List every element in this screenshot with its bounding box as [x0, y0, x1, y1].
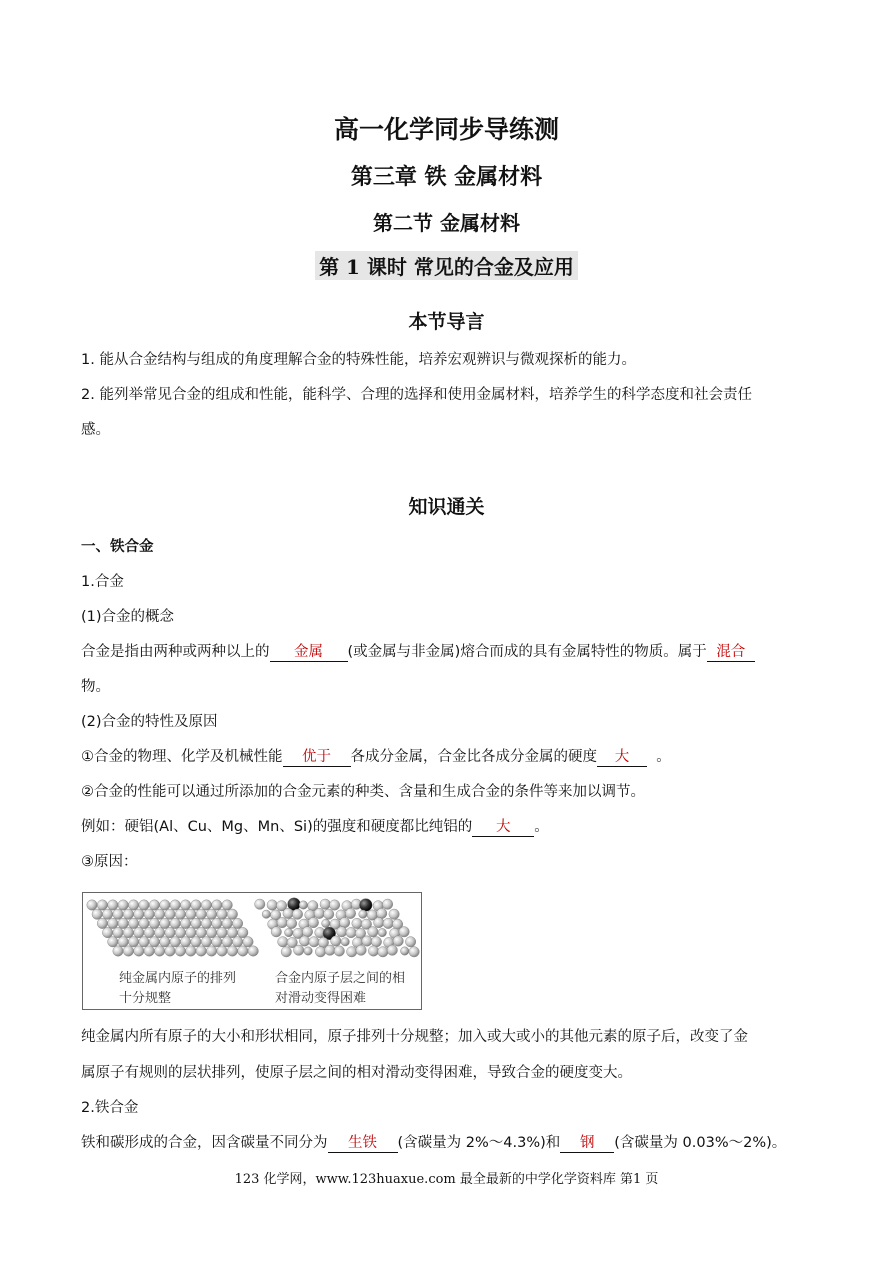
chapter-title: 第三章 铁 金属材料	[350, 164, 543, 190]
lesson-title: 第 1 课时 常见的合金及应用	[315, 251, 578, 280]
prop1-line	[81, 747, 813, 767]
iron-text-c: (含碳量为 0.03%～2%)。	[614, 1135, 787, 1151]
figure-caption-right-2: 对滑动变得困难	[275, 991, 367, 1006]
answer-blank-hardness: 大	[597, 748, 647, 767]
metal-atom	[277, 917, 287, 927]
alloy-small-atom	[401, 947, 409, 955]
metal-atom	[97, 918, 107, 928]
iron-text-a: 铁和碳形成的合金，因含碳量不同分为	[81, 1135, 328, 1151]
metal-atom	[389, 909, 399, 919]
answer-blank-mixture: 混合	[707, 643, 755, 662]
metal-atom	[134, 946, 144, 956]
metal-atom	[302, 927, 312, 937]
reason-label: ③原因：	[81, 854, 138, 870]
metal-atom	[227, 927, 237, 937]
iron-alloy-line	[81, 1133, 813, 1153]
metal-atom	[377, 908, 387, 918]
metal-atom	[186, 946, 196, 956]
atom-arrangement-figure	[82, 892, 422, 1010]
metal-atom	[212, 900, 222, 910]
metal-atom	[154, 946, 164, 956]
sub-heading-iron-alloy: 2.铁合金	[81, 1100, 139, 1116]
alloy-small-atom	[262, 910, 270, 918]
explain-line-2: 属原子有规则的层状排列，使原子层之间的相对滑动变得困难，导致合金的硬度变大。	[81, 1065, 632, 1081]
intro-item-1: 1. 能从合金结构与组成的角度理解合金的特殊性能，培养宏观辨识与微观探析的能力。	[81, 352, 636, 368]
metal-atom	[102, 927, 112, 937]
metal-atom	[165, 927, 175, 937]
document-title: 高一化学同步导练测	[333, 115, 559, 144]
metal-atom	[334, 946, 344, 956]
metal-atom	[339, 917, 349, 927]
metal-atom	[87, 900, 97, 910]
metal-atom	[170, 918, 180, 928]
answer-blank-duralumin: 大	[472, 818, 534, 837]
metal-atom	[337, 927, 347, 937]
alloy-small-atom	[322, 919, 330, 927]
metal-atom	[196, 927, 206, 937]
answer-blank-pig-iron: 生铁	[328, 1134, 398, 1153]
lesson-title-wrap	[0, 251, 893, 280]
metal-atom	[308, 917, 318, 927]
metal-atom	[222, 937, 232, 947]
metal-atom	[165, 909, 175, 919]
answer-blank-steel: 钢	[560, 1134, 614, 1153]
concept-line-cont: 物。	[81, 679, 110, 695]
figure-caption-left-2: 十分规整	[119, 991, 172, 1006]
metal-atom	[227, 909, 237, 919]
metal-atom	[368, 927, 378, 937]
metal-atom	[206, 927, 216, 937]
metal-atom	[128, 937, 138, 947]
metal-atom	[378, 947, 388, 957]
alloy-small-atom	[285, 928, 293, 936]
metal-atom	[123, 927, 133, 937]
metal-atom	[356, 945, 366, 955]
metal-atom	[113, 909, 123, 919]
metal-atom	[118, 918, 128, 928]
metal-atom	[201, 937, 211, 947]
metal-atom	[217, 946, 227, 956]
metal-atom	[108, 918, 118, 928]
metal-atom	[292, 909, 302, 919]
metal-atom	[232, 918, 242, 928]
knowledge-heading: 知识通关	[408, 496, 485, 518]
metal-atom	[139, 900, 149, 910]
metal-atom	[165, 946, 175, 956]
metal-atom	[294, 945, 304, 955]
alloy-small-atom	[378, 928, 386, 936]
props-title: (2)合金的特性及原因	[81, 714, 218, 730]
metal-atom	[149, 900, 159, 910]
prop1-text-b: 各成分金属，合金比各成分金属的硬度	[350, 749, 597, 765]
metal-atom	[180, 900, 190, 910]
metal-atom	[286, 918, 296, 928]
prop1-text-c: 。	[656, 749, 671, 765]
metal-atom	[346, 927, 356, 937]
example-line	[81, 817, 813, 837]
metal-atom	[170, 900, 180, 910]
metal-atom	[238, 946, 248, 956]
metal-atom	[399, 927, 409, 937]
metal-atom	[383, 918, 393, 928]
metal-atom	[217, 927, 227, 937]
page-footer: 123 化学网，www.123huaxue.com 最全最新的中学化学资料库 第1 页	[234, 1172, 659, 1187]
metal-atom	[331, 936, 341, 946]
metal-atom	[134, 909, 144, 919]
metal-atom	[149, 918, 159, 928]
metal-atom	[382, 899, 392, 909]
figure-caption-left-1: 纯金属内原子的排列	[119, 971, 237, 986]
metal-atom	[371, 937, 381, 947]
metal-atom	[283, 908, 293, 918]
metal-atom	[128, 918, 138, 928]
intro-item-2: 2. 能列举常见合金的组成和性能，能科学、合理的选择和使用金属材料，培养学生的科学态度和社会责任	[81, 387, 752, 403]
metal-atom	[160, 937, 170, 947]
metal-atom	[409, 947, 419, 957]
pure-metal-lattice	[87, 900, 259, 956]
metal-atom	[271, 927, 281, 937]
metal-atom	[97, 900, 107, 910]
explain-line-1: 纯金属内所有原子的大小和形状相同，原子排列十分规整；加入或大或小的其他元素的原子后，改变了金	[81, 1029, 748, 1045]
metal-atom	[154, 927, 164, 937]
metal-atom	[102, 909, 112, 919]
metal-atom	[196, 946, 206, 956]
metal-atom	[362, 936, 372, 946]
metal-atom	[92, 909, 102, 919]
metal-atom	[144, 927, 154, 937]
example-text-a: 例如：硬铝(Al、Cu、Mg、Mn、Si)的强度和硬度都比纯铝的	[81, 819, 473, 835]
metal-atom	[222, 900, 232, 910]
sub-heading-alloy: 1.合金	[81, 574, 124, 590]
metal-atom	[191, 937, 201, 947]
metal-atom	[160, 900, 170, 910]
metal-atom	[191, 900, 201, 910]
metal-atom	[175, 909, 185, 919]
alloy-small-atom	[359, 910, 367, 918]
metal-atom	[118, 900, 128, 910]
metal-atom	[108, 900, 118, 910]
intro-item-2-cont: 感。	[81, 422, 110, 438]
section-title: 第二节 金属材料	[373, 211, 520, 235]
metal-atom	[206, 946, 216, 956]
metal-atom	[374, 917, 384, 927]
concept-line	[81, 642, 813, 662]
figure-caption-right-1: 合金内原子层之间的相	[275, 971, 406, 986]
metal-atom	[144, 946, 154, 956]
metal-atom	[267, 900, 277, 910]
metal-atom	[255, 899, 265, 909]
metal-atom	[118, 937, 128, 947]
metal-atom	[186, 927, 196, 937]
metal-atom	[180, 937, 190, 947]
metal-atom	[238, 927, 248, 937]
alloy-large-atom	[359, 899, 372, 912]
metal-atom	[186, 909, 196, 919]
iron-text-b: (含碳量为 2%～4.3%)和	[397, 1135, 561, 1151]
metal-atom	[278, 937, 288, 947]
metal-atom	[128, 900, 138, 910]
metal-atom	[206, 909, 216, 919]
metal-atom	[180, 918, 190, 928]
metal-atom	[154, 909, 164, 919]
part1-heading: 一、铁合金	[81, 539, 154, 555]
metal-atom	[325, 945, 335, 955]
metal-atom	[345, 908, 355, 918]
metal-atom	[212, 918, 222, 928]
prop1-text-a: ①合金的物理、化学及机械性能	[81, 749, 283, 765]
metal-atom	[315, 947, 325, 957]
metal-atom	[309, 937, 319, 947]
example-text-b: 。	[534, 819, 549, 835]
metal-atom	[232, 937, 242, 947]
metal-atom	[405, 937, 415, 947]
metal-atom	[320, 899, 330, 909]
metal-atom	[160, 918, 170, 928]
concept-text-b: (或金属与非金属)熔合而成的具有金属特性的物质。属于	[347, 644, 707, 660]
metal-atom	[324, 909, 334, 919]
metal-atom	[196, 909, 206, 919]
metal-atom	[299, 936, 309, 946]
metal-atom	[108, 937, 118, 947]
metal-atom	[217, 909, 227, 919]
concept-text-a: 合金是指由两种或两种以上的	[81, 644, 270, 660]
metal-atom	[201, 900, 211, 910]
metal-atom	[191, 918, 201, 928]
metal-atom	[227, 946, 237, 956]
metal-atom	[243, 937, 253, 947]
answer-blank-better: 优于	[283, 748, 351, 767]
metal-atom	[170, 937, 180, 947]
metal-atom	[368, 946, 378, 956]
metal-atom	[149, 937, 159, 947]
alloy-small-atom	[341, 938, 349, 946]
answer-blank-metal: 金属	[270, 643, 348, 662]
metal-atom	[144, 909, 154, 919]
metal-atom	[175, 946, 185, 956]
metal-atom	[281, 947, 291, 957]
alloy-lattice	[255, 898, 420, 957]
metal-atom	[134, 927, 144, 937]
prop2-line: ②合金的性能可以通过所添加的合金元素的种类、含量和生成合金的条件等来加以调节。	[81, 784, 645, 800]
alloy-small-atom	[299, 901, 307, 909]
metal-atom	[387, 945, 397, 955]
metal-atom	[139, 937, 149, 947]
metal-atom	[212, 937, 222, 947]
metal-atom	[113, 927, 123, 937]
metal-atom	[139, 918, 149, 928]
metal-atom	[222, 918, 232, 928]
metal-atom	[175, 927, 185, 937]
metal-atom	[123, 946, 133, 956]
metal-atom	[123, 909, 133, 919]
metal-atom	[113, 946, 123, 956]
metal-atom	[248, 946, 258, 956]
concept-title: (1)合金的概念	[81, 609, 175, 625]
alloy-small-atom	[304, 947, 312, 955]
metal-atom	[329, 900, 339, 910]
metal-atom	[352, 918, 362, 928]
metal-atom	[393, 936, 403, 946]
metal-atom	[314, 908, 324, 918]
intro-heading: 本节导言	[408, 311, 485, 333]
metal-atom	[201, 918, 211, 928]
metal-atom	[347, 947, 357, 957]
